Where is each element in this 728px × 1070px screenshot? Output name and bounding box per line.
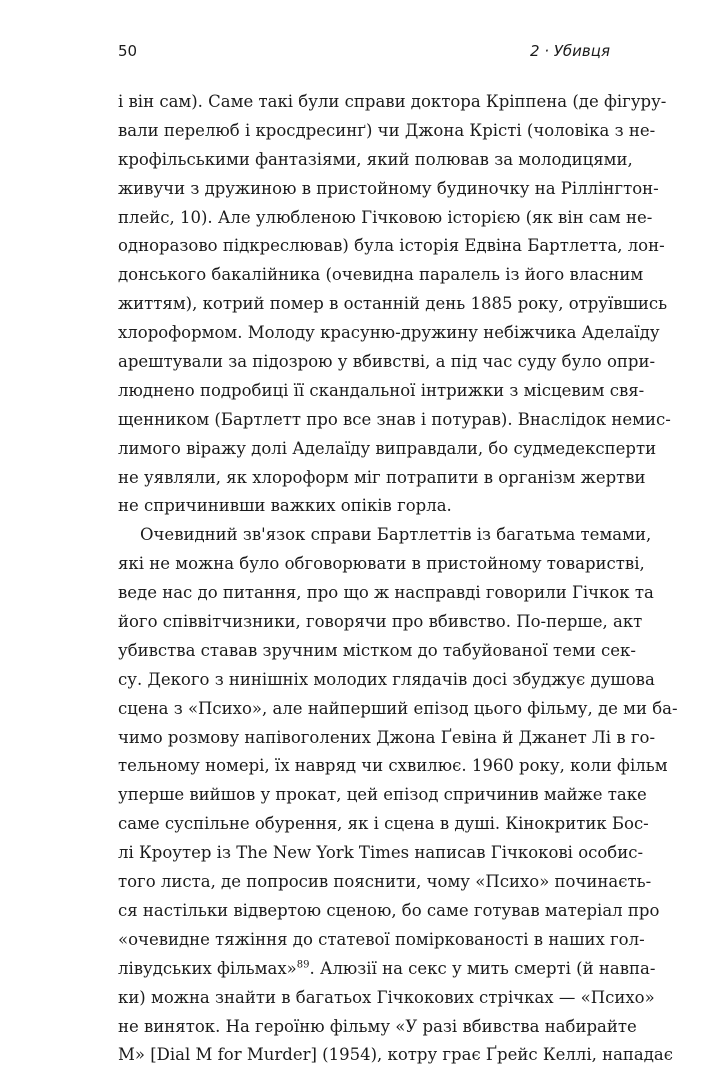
text-line-content: сцена з «Психо», але найперший епізод цього фільму, де ми ба-	[118, 698, 678, 718]
text-line	[118, 175, 659, 204]
text-line-content: які не можна було обговорювати в пристойному товаристві,	[118, 554, 645, 574]
text-line-content: M» [Dial M for Murder] (1954), котру грає Ґрейс Келлі, нападає	[118, 1045, 673, 1065]
text-line	[118, 550, 645, 579]
text-line-content: веде нас до питання, про що ж насправді говорили Гічкок та	[118, 583, 654, 603]
text-line	[118, 492, 610, 521]
page-number: 50	[118, 42, 138, 60]
text-line-content: і він сам). Саме такі були справи доктора Кріппена (де фігуру-	[118, 92, 667, 111]
text-line	[118, 406, 671, 435]
text-line	[118, 955, 656, 984]
text-line-content: лівудських фільмах»	[118, 958, 297, 978]
text-line-content: вали перелюб і кросдресинґ) чи Джона Крісті (чоловіка з не-	[118, 120, 656, 140]
text-line	[118, 377, 645, 406]
text-line	[118, 984, 655, 1013]
text-line-content: лі Кроутер із The New York Times написав Гічкокові особис-	[118, 843, 644, 863]
text-line	[118, 146, 633, 175]
text-line-content: су. Декого з нинішніх молодих глядачів досі збуджує душова	[118, 669, 655, 689]
text-line	[118, 1041, 673, 1070]
text-line-content: ся настільки відвертою сценою, бо саме готував матеріал про	[118, 900, 660, 920]
text-line	[118, 319, 660, 348]
text-line-continuation: . Алюзії на секс у мить смерті (й навпа-	[309, 958, 656, 978]
text-line	[118, 868, 652, 897]
page-header	[118, 42, 610, 66]
text-line	[118, 839, 644, 868]
text-line	[118, 926, 645, 955]
text-line-content: того листа, де попросив пояснити, чому «Психо» починаєть-	[118, 872, 652, 892]
text-line	[118, 608, 643, 637]
text-line-content: його співвітчизники, говорячи про вбивство. По-перше, акт	[118, 612, 643, 632]
text-line-content: тельному номері, їх навряд чи схвилює. 1960 року, коли фільм	[118, 756, 668, 776]
text-line-content: ки) можна знайти в багатьох Гічкокових стрічках — «Психо»	[118, 987, 655, 1007]
text-line	[118, 695, 678, 724]
text-line	[118, 435, 657, 464]
text-line	[118, 204, 653, 233]
text-line-content: люднено подробиці її скандальної інтрижки з місцевим свя-	[118, 380, 645, 400]
text-line-content: хлороформом. Молоду красуню-дружину небіжчика Аделаїду	[118, 323, 660, 343]
text-line	[118, 781, 647, 810]
text-line-content: чимо розмову напівоголених Джона Ґевіна й Джанет Лі в го-	[118, 727, 656, 747]
text-line-content: одноразово підкреслював) була історія Едвіна Бартлетта, лон-	[118, 236, 665, 256]
text-line-content: донського бакалійника (очевидна паралель із його власним	[118, 265, 644, 285]
text-line	[118, 464, 646, 493]
text-line-content: плейс, 10). Але улюбленою Гічковою історією (як він сам не-	[118, 207, 653, 227]
text-line-content: Очевидний зв'язок справи Бартлеттів із багатьма темами,	[140, 525, 652, 545]
text-line	[118, 897, 660, 926]
paragraph-2	[118, 521, 678, 1070]
text-line	[118, 752, 668, 781]
text-line-content: саме суспільне обурення, як і сцена в душі. Кінокритик Бос-	[118, 814, 649, 834]
text-line-content: не спричинивши важких опіків горла.	[118, 496, 452, 516]
text-line	[118, 724, 656, 753]
text-line	[118, 232, 665, 261]
text-line	[118, 810, 649, 839]
text-line-content: живучи з дружиною в пристойному будиночку на Ріллінгтон-	[118, 178, 659, 198]
text-line-content: арештували за підозрою у вбивстві, а під час суду було опри-	[118, 352, 656, 372]
text-line	[118, 348, 656, 377]
text-line	[118, 579, 654, 608]
text-line-content: щенником (Бартлетт про все знав і потурав). Внаслідок немис-	[118, 409, 671, 429]
text-line	[118, 117, 656, 146]
text-line-content: «очевидне тяжіння до статевої поміркованості в наших гол-	[118, 929, 645, 949]
text-line-content: не виняток. На героїню фільму «У разі вбивства набирайте	[118, 1016, 637, 1036]
text-line	[118, 521, 652, 550]
text-line	[118, 88, 667, 117]
paragraph-1	[118, 88, 671, 521]
text-line-content: крофільськими фантазіями, який полював за молодицями,	[118, 149, 633, 169]
text-line	[118, 1013, 637, 1042]
text-line-content: убивства ставав зручним містком до табуйованої теми сек-	[118, 640, 636, 660]
body-text	[118, 88, 678, 1070]
text-line	[118, 290, 668, 319]
text-line-content: уперше вийшов у прокат, цей епізод спричинив майже таке	[118, 785, 647, 805]
text-line-content: життям), котрий помер в останній день 1885 року, отруївшись	[118, 294, 668, 314]
running-head: 2 · Убивця	[529, 42, 610, 60]
text-line	[118, 666, 655, 695]
text-line	[118, 261, 644, 290]
text-line	[118, 637, 636, 666]
text-line-content: не уявляли, як хлороформ міг потрапити в організм жертви	[118, 467, 646, 487]
footnote-ref: 89	[296, 959, 310, 971]
text-line-content: лимого віражу долі Аделаїду виправдали, бо судмедексперти	[118, 438, 657, 458]
